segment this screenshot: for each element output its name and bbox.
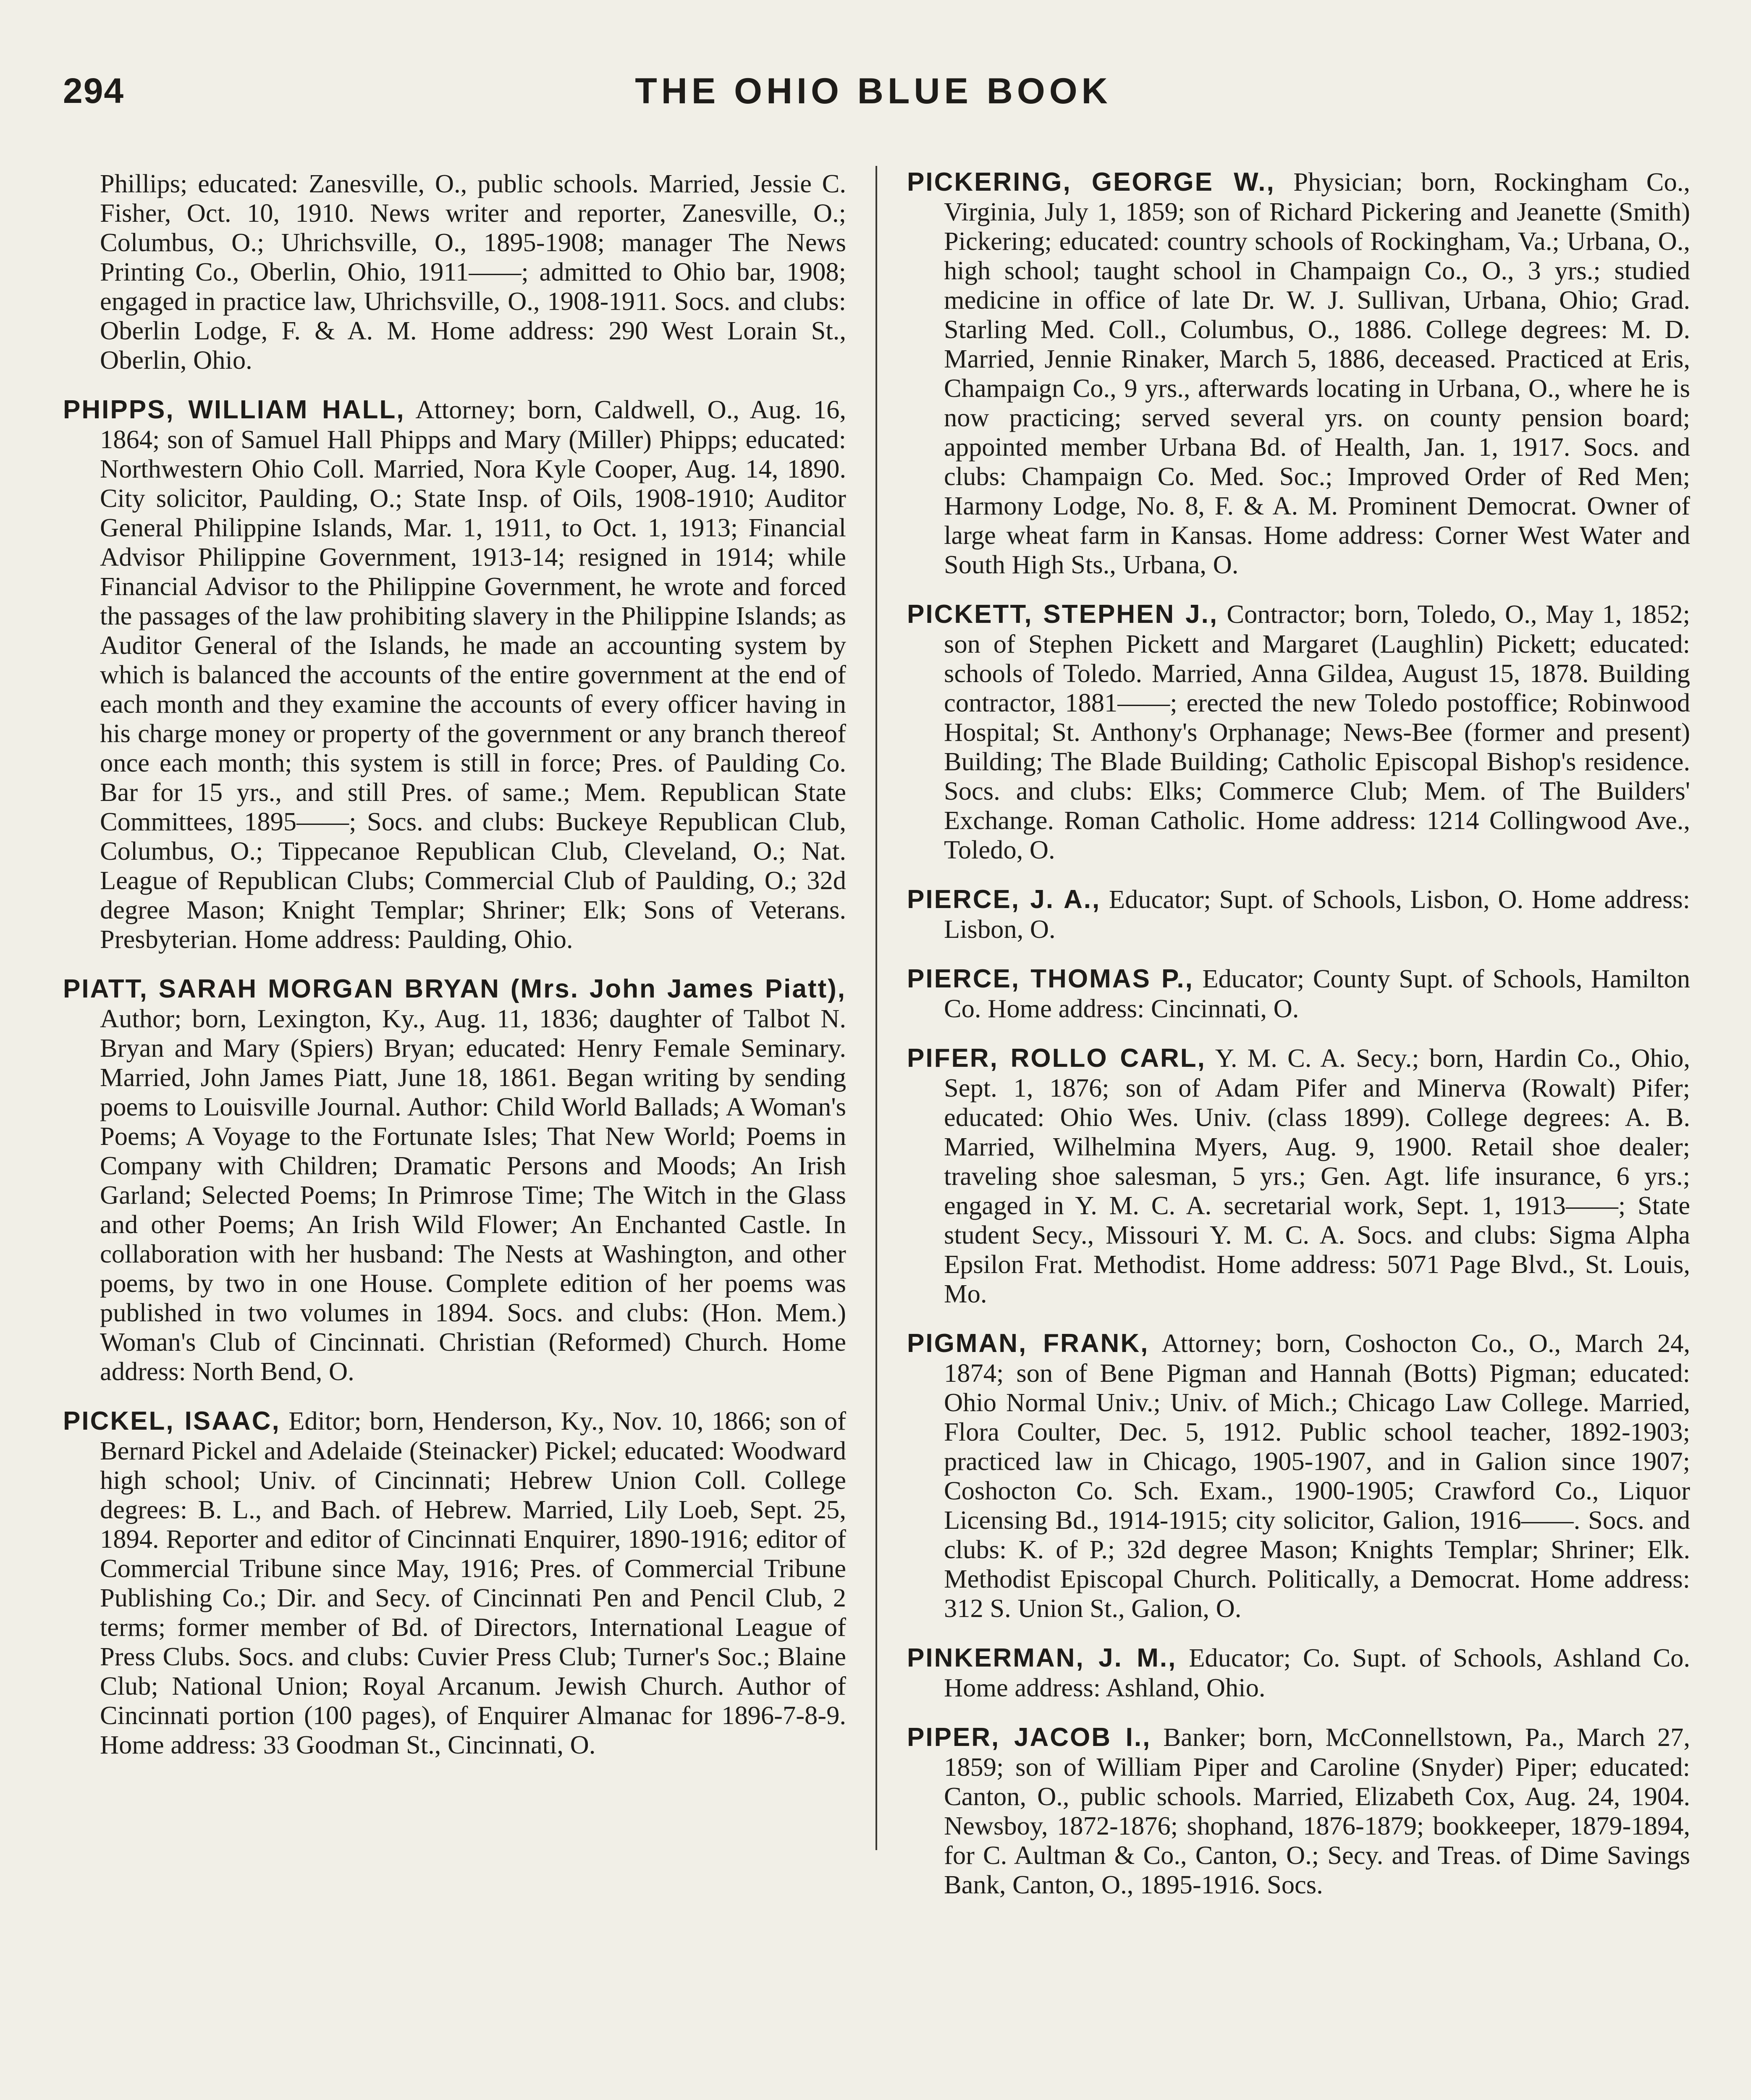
biography-entry-phipps (63, 395, 846, 954)
biography-entry-pierce-thomas (907, 964, 1690, 1023)
column-divider (876, 166, 877, 1850)
biography-entry-piper (907, 1722, 1690, 1899)
entry-text: Educator; Co. Supt. of Schools, Ashland Co. Home address: Ashland, Ohio. (944, 1643, 1691, 1702)
biography-entry-pigman (907, 1328, 1690, 1623)
biography-entry-continued (63, 169, 846, 375)
entry-text: Educator; County Supt. of Schools, Hamilton Co. Home address: Cincinnati, O. (944, 964, 1690, 1023)
biography-entry-pinkerman (907, 1643, 1690, 1702)
biography-entry-piatt (63, 974, 846, 1386)
biography-entry-pickett (907, 599, 1690, 864)
entry-name: PIPER, JACOB I., (907, 1723, 1151, 1752)
entry-text: Editor; born, Henderson, Ky., Nov. 10, 1866; son of Bernard Pickel and Adelaide (Steinacker) Pickel; educated: Woodward high school; Univ. of Cincinnati; Hebrew Union Coll. College degrees: B. L., and Bach. of Hebrew. Married, Lily Loeb, Sept. 25, 1894. Reporter and editor of Cincinnati Enquirer, 1890-1916; editor of Commercial Tribune since May, 1916; Pres. of Commercial Tribune Publishing Co.; Dir. and Secy. of Cincinnati Pen and Pencil Club, 2 terms; former member of Bd. of Directors, International League of Press Clubs. Socs. and clubs: Cuvier Press Club; Turner's Soc.; Blaine Club; National Union; Royal Arcanum. Jewish Church. Author of Cincinnati portion (100 pages), of Enquirer Almanac for 1896-7-8-9. Home address: 33 Goodman St., Cincinnati, O. (100, 1406, 846, 1759)
entry-name: PIERCE, THOMAS P., (907, 964, 1194, 993)
entry-text: Contractor; born, Toledo, O., May 1, 1852; son of Stephen Pickett and Margaret (Laughlin) Pickett; educated: schools of Toledo. Married, Anna Gildea, August 15, 1878. Building contractor, 1881——; erected the new Toledo postoffice; Robinwood Hospital; St. Anthony's Orphanage; News-Bee (former and present) Building; The Blade Building; Catholic Episcopal Bishop's residence. Socs. and clubs: Elks; Commerce Club; Mem. of The Builders' Exchange. Roman Catholic. Home address: 1214 Collingwood Ave., Toledo, O. (944, 599, 1690, 864)
biography-entry-pifer (907, 1043, 1690, 1308)
entry-name: PIFER, ROLLO CARL, (907, 1044, 1206, 1073)
entry-text: Y. M. C. A. Secy.; born, Hardin Co., Ohio, Sept. 1, 1876; son of Adam Pifer and Minerva (Rowalt) Pifer; educated: Ohio Wes. Univ. (class 1899). College degrees: A. B. Married, Wilhelmina Myers, Aug. 9, 1900. Retail shoe dealer; traveling shoe salesman, 5 yrs.; Gen. Agt. life insurance, 6 yrs.; engaged in Y. M. C. A. secretarial work, Sept. 1, 1913——; State student Secy., Missouri Y. M. C. A. Socs. and clubs: Sigma Alpha Epsilon Frat. Methodist. Home address: 5071 Page Blvd., St. Louis, Mo. (944, 1043, 1690, 1308)
entry-text: Attorney; born, Coshocton Co., O., March 24, 1874; son of Bene Pigman and Hannah (Botts) Pigman; educated: Ohio Normal Univ.; Univ. of Mich.; Chicago Law College. Married, Flora Coulter, Dec. 5, 1912. Public school teacher, 1892-1903; practiced law in Chicago, 1905-1907, and in Galion since 1907; Coshocton Co. Sch. Exam., 1900-1905; Crawford Co., Liquor Licensing Bd., 1914-1915; city solicitor, Galion, 1916——. Socs. and clubs: K. of P.; 32d degree Mason; Knights Templar; Shriner; Elk. Methodist Episcopal Church. Politically, a Democrat. Home address: 312 S. Union St., Galion, O. (944, 1328, 1690, 1623)
entry-text: Attorney; born, Caldwell, O., Aug. 16, 1864; son of Samuel Hall Phipps and Mary (Miller) Phipps; educated: Northwestern Ohio Coll. Married, Nora Kyle Cooper, Aug. 14, 1890. City solicitor, Paulding, O.; State Insp. of Oils, 1908-1910; Auditor General Philippine Islands, Mar. 1, 1911, to Oct. 1, 1913; Financial Advisor Philippine Government, 1913-14; resigned in 1914; while Financial Advisor to the Philippine Government, he wrote and forced the passages of the law prohibiting slavery in the Philippine Islands; as Auditor General of the Islands, he made an accounting system by which is balanced the accounts of the entire government at the end of each month and they examine the accounts of every officer having in his charge money or property of the government or any branch thereof once each month; this system is still in force; Pres. of Paulding Co. Bar for 15 yrs., and still Pres. of same.; Mem. Republican State Committees, 1895——; Socs. and clubs: Buckeye Republican Club, Columbus, O.; Tippecanoe Republican Club, Cleveland, O.; Nat. League of Republican Clubs; Commercial Club of Paulding, O.; 32d degree Mason; Knight Templar; Shriner; Elk; Sons of Veterans. Presbyterian. Home address: Paulding, Ohio. (100, 395, 846, 954)
entry-text: Banker; born, McConnellstown, Pa., March 27, 1859; son of William Piper and Caroline (Snyder) Piper; educated: Canton, O., public schools. Married, Elizabeth Cox, Aug. 24, 1904. Newsboy, 1872-1876; shophand, 1876-1879; bookkeeper, 1879-1894, for C. Aultman & Co., Canton, O.; Secy. and Treas. of Dime Savings Bank, Canton, O., 1895-1916. Socs. (944, 1722, 1690, 1899)
entry-text: Educator; Supt. of Schools, Lisbon, O. Home address: Lisbon, O. (944, 885, 1690, 944)
entry-name: PIGMAN, FRANK, (907, 1329, 1149, 1358)
entry-name: PICKEL, ISAAC, (63, 1407, 280, 1436)
left-column (63, 169, 846, 1780)
right-column (907, 167, 1690, 1919)
entry-name: PICKERING, GEORGE W., (907, 168, 1275, 197)
entry-name: PIATT, SARAH MORGAN BRYAN (Mrs. John James Piatt), (63, 974, 846, 1003)
entry-name: PINKERMAN, J. M., (907, 1643, 1177, 1672)
biography-entry-pierce-ja (907, 885, 1690, 944)
biography-entry-pickel (63, 1406, 846, 1759)
entry-text: Physician; born, Rockingham Co., Virginia, July 1, 1859; son of Richard Pickering and Jeanette (Smith) Pickering; educated: country schools of Rockingham, Va.; Urbana, O., high school; taught school in Champaign Co., O., 3 yrs.; studied medicine in office of late Dr. W. J. Sullivan, Urbana, Ohio; Grad. Starling Med. Coll., Columbus, O., 1886. College degrees: M. D. Married, Jennie Rinaker, March 5, 1886, deceased. Practiced at Eris, Champaign Co., 9 yrs., afterwards locating in Urbana, O., where he is now practicing; served several yrs. on county pension board; appointed member Urbana Bd. of Health, Jan. 1, 1917. Socs. and clubs: Champaign Co. Med. Soc.; Improved Order of Red Men; Harmony Lodge, No. 8, F. & A. M. Prominent Democrat. Owner of large wheat farm in Kansas. Home address: Corner West Water and South High Sts., Urbana, O. (944, 167, 1690, 579)
biography-entry-pickering (907, 167, 1690, 579)
page-number: 294 (63, 71, 125, 110)
entry-name: PHIPPS, WILLIAM HALL, (63, 395, 405, 424)
entry-name: PIERCE, J. A., (907, 885, 1101, 914)
entry-text: Author; born, Lexington, Ky., Aug. 11, 1836; daughter of Talbot N. Bryan and Mary (Spiers) Bryan; educated: Henry Female Seminary. Married, John James Piatt, June 18, 1861. Began writing by sending poems to Louisville Journal. Author: Child World Ballads; A Woman's Poems; A Voyage to the Fortunate Isles; That New World; Poems in Company with Children; Dramatic Persons and Moods; An Irish Garland; Selected Poems; In Primrose Time; The Witch in the Glass and other Poems; An Irish Wild Flower; An Enchanted Castle. In collaboration with her husband: The Nests at Washington, and other poems, by two in one House. Complete edition of her poems was published in two volumes in 1894. Socs. and clubs: (Hon. Mem.) Woman's Club of Cincinnati. Christian (Reformed) Church. Home address: North Bend, O. (100, 1004, 846, 1386)
entry-name: PICKETT, STEPHEN J., (907, 600, 1219, 629)
entry-text: Phillips; educated: Zanesville, O., public schools. Married, Jessie C. Fisher, Oct. 10, 1910. News writer and reporter, Zanesville, O.; Columbus, O.; Uhrichsville, O., 1895-1908; manager The News Printing Co., Oberlin, Ohio, 1911——; admitted to Ohio bar, 1908; engaged in practice law, Uhrichsville, O., 1908-1911. Socs. and clubs: Oberlin Lodge, F. & A. M. Home address: 290 West Lorain St., Oberlin, Ohio. (100, 169, 846, 375)
running-title: THE OHIO BLUE BOOK (635, 71, 1112, 111)
page-header (63, 71, 1684, 121)
